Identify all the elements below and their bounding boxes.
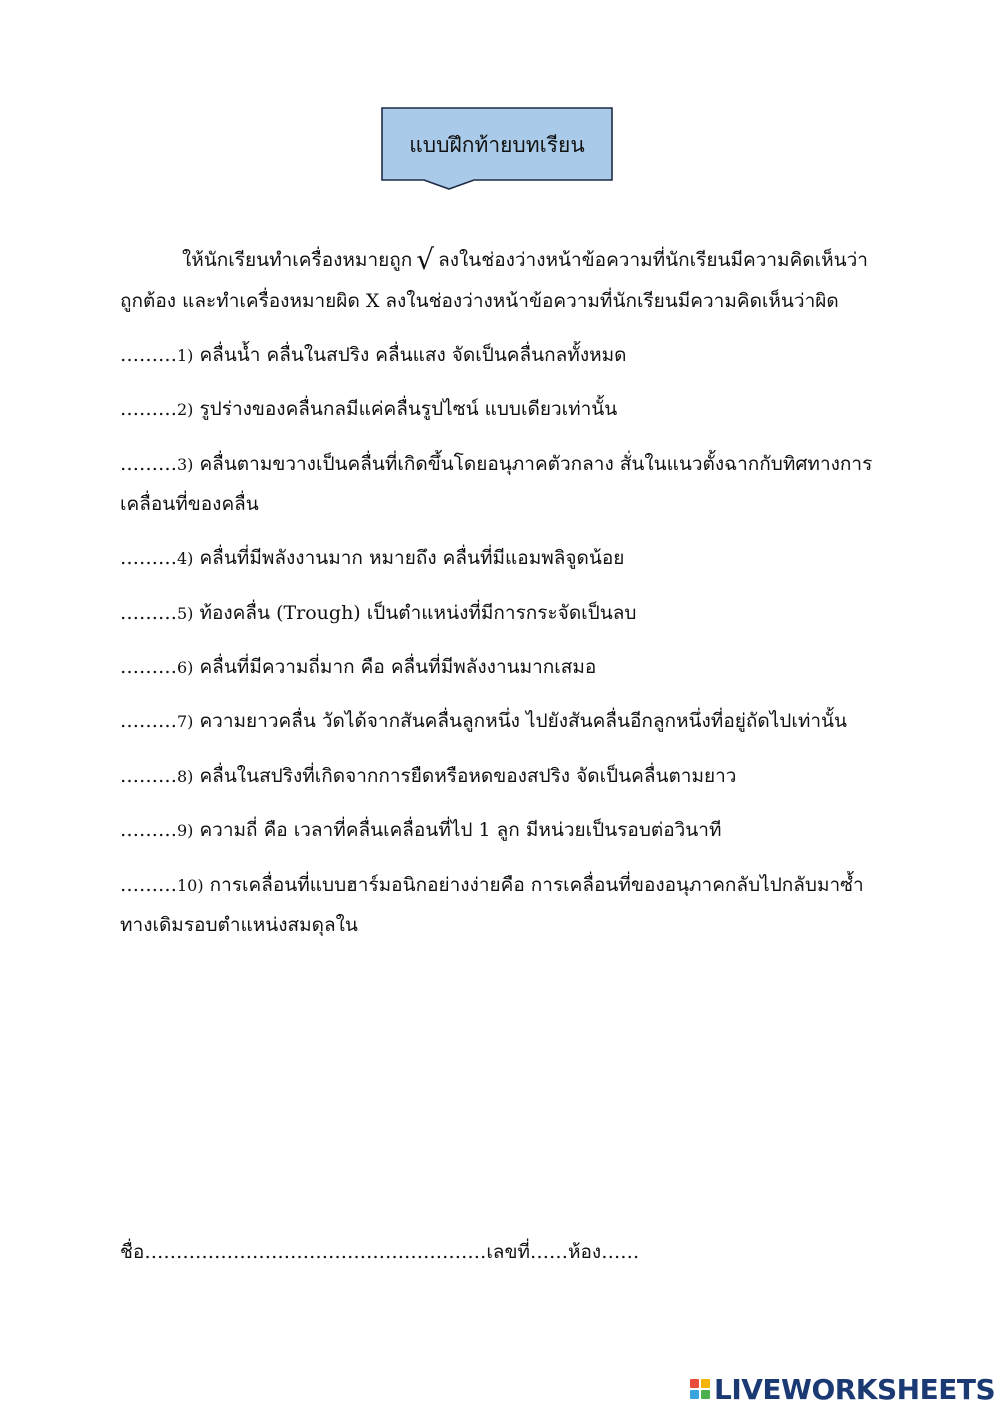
question-text: คลื่นตามขวางเป็นคลื่นที่เกิดขึ้นโดยอนุภาคตัวกลาง สั่นในแนวตั้งฉากกับทิศทางการ: [199, 453, 873, 475]
question-text: ความยาวคลื่น วัดได้จากสันคลื่นลูกหนึ่ง ไปยังสันคลื่นอีกลูกหนึ่งที่อยู่ถัดไปเท่านั้น: [199, 710, 847, 732]
answer-blank[interactable]: ………: [120, 547, 177, 569]
question-text: การเคลื่อนที่แบบฮาร์มอนิกอย่างง่ายคือ การเคลื่อนที่ของอนุภาคกลับไปกลับมาซ้ำ: [209, 874, 864, 896]
number-label: เลขที่: [486, 1241, 530, 1263]
question-text: คลื่นน้ำ คลื่นในสปริง คลื่นแสง จัดเป็นคลื่นกลทั้งหมด: [199, 344, 627, 366]
logo-square-icon: [690, 1390, 699, 1399]
answer-blank[interactable]: ………: [120, 765, 177, 787]
question-number: 9): [177, 821, 194, 840]
question-item: [120, 593, 636, 634]
liveworksheets-logo-icon: [690, 1379, 710, 1399]
question-item: [120, 389, 617, 430]
logo-square-icon: [701, 1379, 710, 1388]
name-label: ชื่อ: [120, 1241, 145, 1263]
question-text: คลื่นในสปริงที่เกิดจากการยืดหรือหดของสปริง จัดเป็นคลื่นตามยาว: [199, 765, 737, 787]
answer-blank[interactable]: ………: [120, 344, 177, 366]
question-number: 5): [177, 604, 194, 623]
answer-blank[interactable]: ………: [120, 819, 177, 841]
student-info-line: [120, 1232, 639, 1272]
question-text: รูปร่างของคลื่นกลมีแค่คลื่นรูปไซน์ แบบเดียวเท่านั้น: [199, 398, 618, 420]
answer-blank[interactable]: ………: [120, 398, 177, 420]
question-text: ความถี่ คือ เวลาที่คลื่นเคลื่อนที่ไป 1 ลูก มีหน่วยเป็นรอบต่อวินาที: [199, 819, 722, 841]
question-number: 7): [177, 712, 194, 731]
check-mark-icon: √: [416, 243, 435, 276]
answer-blank[interactable]: ………: [120, 656, 177, 678]
question-number: 8): [177, 767, 194, 786]
question-item: [120, 335, 627, 376]
question-item: [120, 756, 736, 797]
instruction-line-2: ถูกต้อง และทำเครื่องหมายผิด X ลงในช่องว่างหน้าข้อความที่นักเรียนมีความคิดเห็นว่าผิด: [120, 290, 839, 312]
brand-name: LIVEWORKSHEETS: [714, 1372, 996, 1406]
page-title: แบบฝึกท้ายบทเรียน: [409, 133, 585, 157]
logo-square-icon: [690, 1379, 699, 1388]
number-blank[interactable]: ……: [529, 1241, 568, 1263]
logo-square-icon: [701, 1390, 710, 1399]
question-text: คลื่นที่มีพลังงานมาก หมายถึง คลื่นที่มีแอมพลิจูดน้อย: [199, 547, 625, 569]
question-number: 10): [177, 876, 204, 895]
question-number: 3): [177, 455, 194, 474]
question-item: [120, 444, 872, 485]
question-text: ท้องคลื่น (Trough) เป็นตำแหน่งที่มีการกระจัดเป็นลบ: [199, 602, 637, 624]
question-text: คลื่นที่มีความถี่มาก คือ คลื่นที่มีพลังงานมากเสมอ: [199, 656, 597, 678]
answer-blank[interactable]: ………: [120, 874, 177, 896]
title-box: [381, 107, 613, 191]
room-blank[interactable]: ……: [601, 1241, 640, 1263]
instruction-text-after: ลงในช่องว่างหน้าข้อความที่นักเรียนมีความคิดเห็นว่า: [438, 249, 868, 271]
instruction-line-1: [120, 240, 868, 280]
answer-blank[interactable]: ………: [120, 453, 177, 475]
question-number: 4): [177, 549, 194, 568]
question-item: [120, 647, 596, 688]
name-blank[interactable]: ………………………………………………: [144, 1241, 487, 1263]
liveworksheets-logo: [690, 1371, 995, 1407]
question-item: [120, 865, 864, 906]
answer-blank[interactable]: ………: [120, 710, 177, 732]
question-item: [120, 538, 624, 579]
question-item: [120, 810, 722, 851]
instruction-text-before: ให้นักเรียนทำเครื่องหมายถูก: [182, 249, 413, 271]
answer-blank[interactable]: ………: [120, 602, 177, 624]
question-number: 2): [177, 400, 194, 419]
question-number: 6): [177, 658, 194, 677]
question-text-continued: ทางเดิมรอบตำแหน่งสมดุลใน: [120, 914, 358, 936]
question-text-continued: เคลื่อนที่ของคลื่น: [120, 493, 259, 515]
question-number: 1): [177, 346, 194, 365]
question-item: [120, 701, 847, 742]
room-label: ห้อง: [567, 1241, 602, 1263]
